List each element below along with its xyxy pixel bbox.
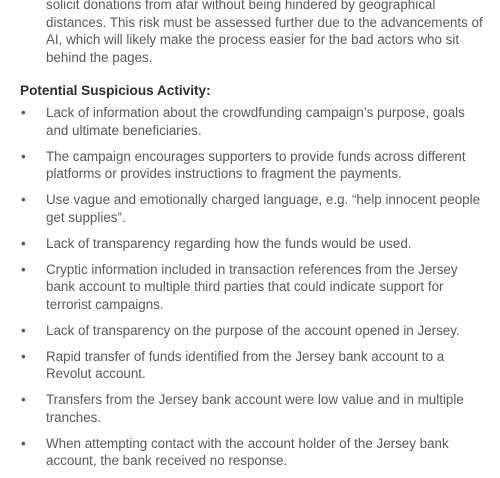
- list-item-text: Lack of transparency on the purpose of the account opened in Jersey.: [46, 322, 460, 338]
- bullet-icon: •: [21, 392, 26, 407]
- list-item-text: Transfers from the Jersey bank account were low value and in multiple tranches.: [46, 392, 464, 425]
- list-item: [0, 435, 500, 470]
- list-item-text: When attempting contact with the account holder of the Jersey bank account, the bank received no response.: [46, 435, 449, 468]
- list-item-text: The campaign encourages supporters to provide funds across different platforms or provides instructions to fragment the payments.: [46, 148, 466, 181]
- list-item: [0, 148, 500, 183]
- bullet-icon: •: [21, 322, 26, 338]
- list-item: [0, 104, 500, 139]
- bullet-icon: •: [21, 192, 26, 207]
- list-item-text: Cryptic information included in transaction references from the Jersey bank account to multiple third parties that could indicate support for terrorist campaigns.: [46, 261, 458, 312]
- list-item: [0, 261, 500, 314]
- intro-paragraph: solicit donations from afar without being hindered by geographical distances. This risk must be assessed further due to the advancements of AI, which will likely make the process easier for the bad actors who sit behind the pages.: [46, 0, 483, 65]
- bullet-icon: •: [21, 261, 26, 277]
- list-item-text: Rapid transfer of funds identified from the Jersey bank account to a Revolut account.: [46, 348, 445, 381]
- list-item: [0, 191, 500, 226]
- bullet-icon: •: [21, 235, 26, 251]
- bullet-icon: •: [21, 148, 26, 164]
- bullet-icon: •: [21, 435, 26, 451]
- bullet-icon: •: [21, 348, 26, 364]
- list-item: [0, 235, 500, 253]
- list-item: [0, 348, 500, 383]
- bullet-icon: •: [21, 105, 26, 120]
- suspicious-activity-list: [0, 104, 500, 478]
- list-item-text: Use vague and emotionally charged language, e.g. “help innocent people get supplies”.: [46, 192, 481, 225]
- list-item-text: Lack of transparency regarding how the funds would be used.: [46, 235, 412, 251]
- list-item-text: Lack of information about the crowdfunding campaign’s purpose, goals and ultimate beneficiaries.: [46, 105, 465, 138]
- list-item: [0, 322, 500, 340]
- section-heading: Potential Suspicious Activity:: [20, 83, 211, 98]
- list-item: [0, 391, 500, 426]
